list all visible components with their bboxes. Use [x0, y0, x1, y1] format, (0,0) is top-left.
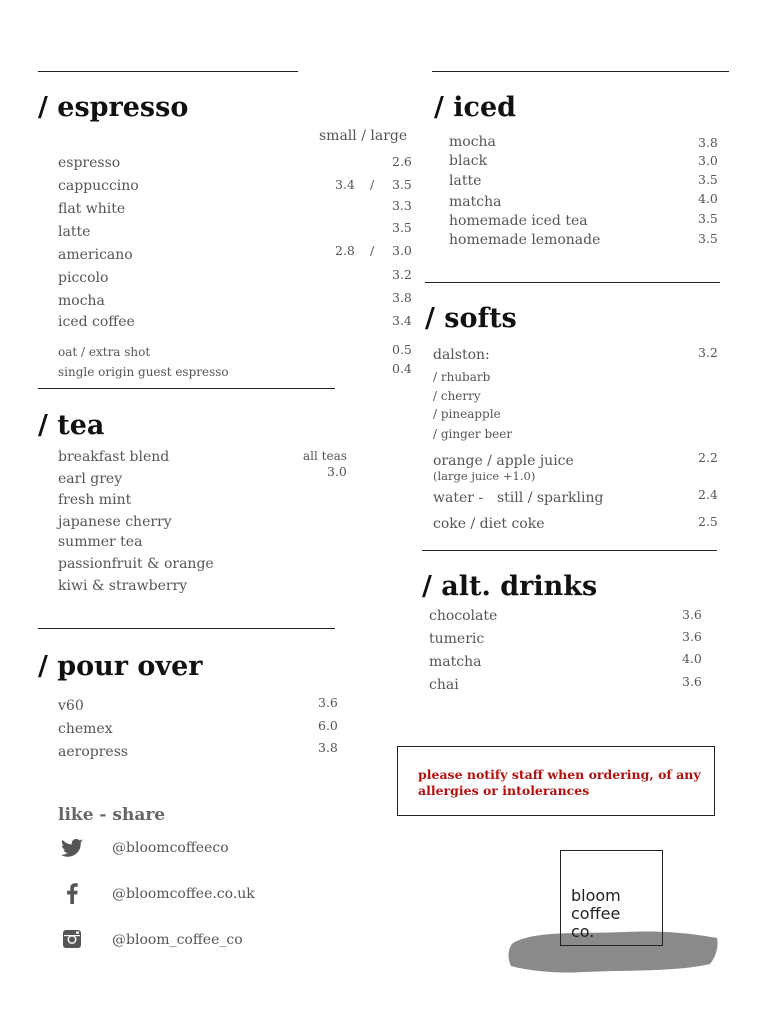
price: 3.0: [698, 153, 718, 168]
menu-item: earl grey: [58, 471, 123, 487]
price: 6.0: [318, 718, 338, 733]
juice-note: (large juice +1.0): [433, 469, 536, 483]
menu-item: cappuccino: [58, 178, 139, 194]
divider: [38, 71, 298, 72]
section-heading-espresso: / espresso: [38, 92, 189, 123]
price: 3.6: [318, 695, 338, 710]
instagram-icon[interactable]: [60, 927, 84, 951]
menu-item: mocha: [449, 134, 496, 150]
menu-item: chemex: [58, 721, 113, 737]
section-heading-softs: / softs: [425, 303, 517, 334]
price-separator: /: [370, 243, 375, 258]
flavour-item: / pineapple: [433, 407, 501, 421]
extra-item: oat / extra shot: [58, 345, 151, 359]
price: 3.0: [392, 243, 412, 258]
price: 2.2: [698, 450, 718, 465]
menu-item: matcha: [449, 194, 502, 210]
facebook-icon[interactable]: [60, 881, 84, 905]
price: 3.5: [698, 231, 718, 246]
twitter-icon[interactable]: [60, 836, 84, 860]
section-heading-iced: / iced: [434, 92, 517, 123]
menu-item: kiwi & strawberry: [58, 578, 188, 594]
divider: [432, 71, 729, 72]
price: 3.5: [392, 220, 412, 235]
price: 3.8: [318, 740, 338, 755]
menu-item: chai: [429, 677, 459, 693]
logo-line: bloom: [571, 886, 621, 905]
menu-item: passionfruit & orange: [58, 556, 214, 572]
menu-item: water -: [433, 490, 484, 506]
menu-item: dalston:: [433, 347, 490, 363]
menu-item: fresh mint: [58, 492, 132, 508]
allergy-notice-box: [397, 746, 715, 816]
price: 3.6: [682, 607, 702, 622]
menu-item: matcha: [429, 654, 482, 670]
menu-item: tumeric: [429, 631, 485, 647]
price: 2.4: [698, 487, 718, 502]
divider: [425, 282, 720, 283]
tea-price-note: all teas: [303, 449, 347, 463]
menu-item: flat white: [58, 201, 126, 217]
menu-item: summer tea: [58, 534, 143, 550]
flavour-item: / ginger beer: [433, 427, 513, 441]
size-header: small / large: [319, 128, 408, 144]
price: 3.2: [698, 345, 718, 360]
logo-line: coffee: [571, 904, 621, 923]
menu-item: iced coffee: [58, 314, 135, 330]
logo-line: co.: [571, 922, 595, 941]
divider: [422, 550, 717, 551]
price: 3.2: [392, 267, 412, 282]
twitter-handle[interactable]: @bloomcoffeeco: [112, 840, 229, 856]
section-heading-alt-drinks: / alt. drinks: [422, 571, 598, 602]
price: 0.4: [392, 361, 412, 376]
divider: [38, 388, 335, 389]
menu-item: espresso: [58, 155, 121, 171]
flavour-item: / rhubarb: [433, 370, 491, 384]
logo: [505, 848, 720, 978]
price: 3.3: [392, 198, 412, 213]
menu-item: homemade iced tea: [449, 213, 588, 229]
flavour-item: / cherry: [433, 389, 481, 403]
menu-item: homemade lemonade: [449, 232, 601, 248]
price: 3.6: [682, 674, 702, 689]
menu-item: coke / diet coke: [433, 516, 545, 532]
section-heading-tea: / tea: [38, 410, 105, 441]
price: 3.5: [698, 211, 718, 226]
price: 3.5: [392, 177, 412, 192]
section-heading-pour-over: / pour over: [38, 651, 203, 682]
menu-item: piccolo: [58, 270, 109, 286]
price: 3.4: [392, 313, 412, 328]
price: 3.8: [698, 135, 718, 150]
price: 2.6: [392, 154, 412, 169]
logo-box: [560, 850, 663, 946]
instagram-handle[interactable]: @bloom_coffee_co: [112, 932, 243, 948]
price: 3.8: [392, 290, 412, 305]
price-small: 2.8: [335, 243, 355, 258]
menu-item: v60: [58, 698, 84, 714]
price-separator: /: [370, 177, 375, 192]
allergy-notice: please notify staff when ordering, of any allergies or intolerances: [418, 767, 701, 798]
price: 3.6: [682, 629, 702, 644]
menu-item: aeropress: [58, 744, 129, 760]
extra-item: single origin guest espresso: [58, 365, 229, 379]
price: 4.0: [698, 191, 718, 206]
menu-item: black: [449, 153, 488, 169]
menu-item: latte: [449, 173, 482, 189]
divider: [38, 628, 335, 629]
price: 2.5: [698, 514, 718, 529]
price-small: 3.4: [335, 177, 355, 192]
social-title: like - share: [58, 805, 166, 825]
menu-item: mocha: [58, 293, 105, 309]
facebook-handle[interactable]: @bloomcoffee.co.uk: [112, 886, 255, 902]
price: 0.5: [392, 342, 412, 357]
menu-item: latte: [58, 224, 91, 240]
menu-item: chocolate: [429, 608, 498, 624]
price: 4.0: [682, 651, 702, 666]
water-option: still / sparkling: [497, 490, 604, 506]
price: 3.5: [698, 172, 718, 187]
menu-item: orange / apple juice: [433, 453, 574, 469]
tea-price: 3.0: [327, 464, 347, 479]
menu-item: breakfast blend: [58, 449, 170, 465]
menu-item: japanese cherry: [58, 514, 172, 530]
logo-text: [571, 887, 621, 941]
menu-item: americano: [58, 247, 133, 263]
